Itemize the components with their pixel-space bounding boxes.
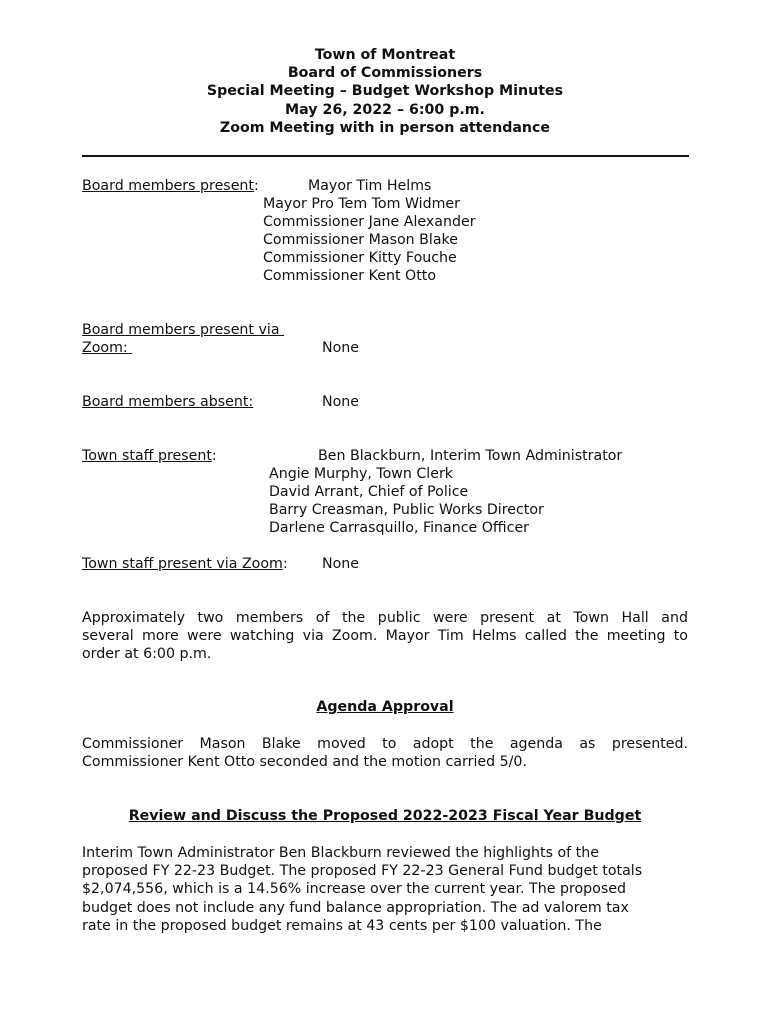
board-absent-label: Board members absent: bbox=[82, 394, 254, 410]
board-present-label-row bbox=[82, 177, 259, 195]
header-meeting-type: Special Meeting – Budget Workshop Minutes bbox=[206, 83, 564, 100]
staff-member: Darlene Carrasquillo, Finance Officer bbox=[269, 520, 530, 536]
paragraph-line: Commissioner Kent Otto seconded and the motion carried 5/0. bbox=[82, 754, 527, 771]
board-present-label: Board members present bbox=[82, 178, 254, 194]
staff-zoom-label-row bbox=[82, 555, 288, 573]
paragraph-line: Interim Town Administrator Ben Blackburn reviewed the highlights of the bbox=[82, 845, 599, 861]
paragraph-line: proposed FY 22-23 Budget. The proposed FY 22-23 General Fund budget totals bbox=[82, 863, 643, 880]
board-zoom-label-line2: Zoom: bbox=[82, 340, 133, 356]
board-member: Mayor Tim Helms bbox=[308, 178, 432, 194]
paragraph-line: Commissioner Mason Blake moved to adopt the agenda as presented. bbox=[82, 736, 688, 752]
board-zoom-value: None bbox=[322, 340, 360, 356]
board-absent-value: None bbox=[322, 394, 360, 410]
staff-present-label: Town staff present bbox=[82, 448, 212, 464]
board-member: Commissioner Kent Otto bbox=[263, 268, 436, 284]
board-member: Mayor Pro Tem Tom Widmer bbox=[263, 196, 460, 212]
staff-present-colon: : bbox=[211, 448, 217, 464]
header-divider bbox=[82, 155, 689, 157]
budget-review-heading: Review and Discuss the Proposed 2022-2023 Fiscal Year Budget bbox=[128, 808, 642, 824]
staff-member: Angie Murphy, Town Clerk bbox=[269, 466, 454, 482]
board-member: Commissioner Mason Blake bbox=[263, 232, 458, 248]
staff-member: Ben Blackburn, Interim Town Administrator bbox=[318, 448, 623, 464]
agenda-paragraph bbox=[82, 735, 688, 771]
paragraph-line: $2,074,556, which is a 14.56% increase over the current year. The proposed bbox=[82, 881, 626, 898]
budget-paragraph bbox=[82, 844, 688, 935]
staff-zoom-value: None bbox=[322, 556, 360, 572]
paragraph-line: rate in the proposed budget remains at 43 cents per $100 valuation. The bbox=[82, 917, 602, 934]
staff-present-label-row bbox=[82, 447, 217, 465]
staff-zoom-label: Town staff present via Zoom bbox=[82, 556, 283, 572]
document-header bbox=[82, 46, 688, 137]
header-meeting-date: May 26, 2022 – 6:00 p.m. bbox=[285, 101, 485, 118]
staff-member: David Arrant, Chief of Police bbox=[269, 484, 469, 500]
board-zoom-label-line1: Board members present via bbox=[82, 322, 285, 338]
paragraph-line: Approximately two members of the public were present at Town Hall and bbox=[82, 610, 688, 626]
board-member: Commissioner Jane Alexander bbox=[263, 214, 476, 230]
opening-paragraph bbox=[82, 609, 688, 664]
paragraph-line: order at 6:00 p.m. bbox=[82, 646, 212, 663]
header-town-name: Town of Montreat bbox=[314, 47, 456, 63]
paragraph-line: budget does not include any fund balance appropriation. The ad valorem tax bbox=[82, 899, 629, 916]
board-present-colon: : bbox=[253, 178, 259, 194]
header-board-name: Board of Commissioners bbox=[287, 65, 483, 82]
staff-zoom-colon: : bbox=[282, 556, 288, 572]
board-member: Commissioner Kitty Fouche bbox=[263, 250, 457, 266]
paragraph-line: several more were watching via Zoom. Mayor Tim Helms called the meeting to bbox=[82, 628, 688, 645]
header-meeting-format: Zoom Meeting with in person attendance bbox=[219, 119, 551, 136]
staff-member: Barry Creasman, Public Works Director bbox=[269, 502, 544, 518]
agenda-approval-heading: Agenda Approval bbox=[316, 699, 454, 715]
